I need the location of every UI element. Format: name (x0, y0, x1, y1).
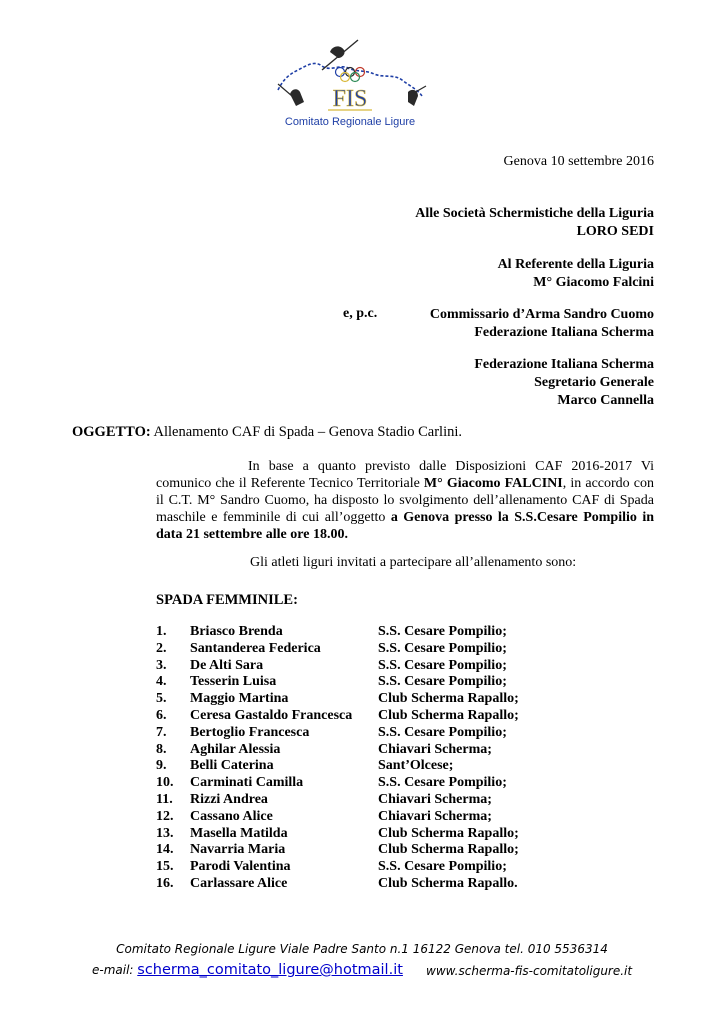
athlete-name: Maggio Martina (190, 691, 289, 707)
athlete-number: 12. (156, 808, 174, 824)
athlete-club: Club Scherma Rapallo. (378, 875, 518, 891)
list-item (156, 708, 519, 725)
footer-website[interactable]: www.scherma-fis-comitatoligure.it (426, 964, 633, 978)
athlete-name: Parodi Valentina (190, 859, 291, 875)
body-text-referente: M° Giacomo FALCINI (423, 476, 563, 491)
list-item (156, 792, 519, 809)
athlete-number: 10. (156, 775, 174, 791)
athlete-club: S.S. Cesare Pompilio; (378, 624, 507, 639)
recipient-referente (498, 256, 654, 292)
body-paragraph (156, 458, 654, 543)
athlete-number: 5. (156, 691, 167, 707)
subject-text: Allenamento CAF di Spada – Genova Stadio Carlini. (150, 424, 463, 440)
epc-label: e, p.c. (343, 306, 378, 321)
athlete-number: 14. (156, 842, 174, 858)
athlete-name: Carminati Camilla (190, 775, 304, 791)
athlete-number: 15. (156, 859, 174, 875)
athlete-club: Sant’Olcese; (378, 758, 454, 774)
recipient-line: Commissario d’Arma Sandro Cuomo (429, 307, 654, 322)
athlete-name: Briasco Brenda (190, 624, 283, 639)
list-item (156, 876, 519, 893)
body-text-a: In base a quanto previsto dalle Disposizioni CAF 2016-2017 Vi comunico che il Referente Tecnico Territoriale (156, 459, 654, 491)
body-text-c: , in accordo con il C.T. M° Sandro Cuomo, ha disposto lo svolgimento dell’allenamento CAF di Spada maschile e femminile di cui all’oggetto (156, 476, 654, 525)
athlete-club: Chiavari Scherma; (378, 741, 492, 757)
invite-line: Gli atleti liguri invitati a partecipare all’allenamento sono: (250, 555, 577, 570)
athlete-name: Navarria Maria (190, 842, 286, 858)
athlete-number: 16. (156, 875, 174, 891)
list-item (156, 674, 519, 691)
list-item (156, 859, 519, 876)
athlete-name: Bertoglio Francesca (190, 724, 310, 740)
footer-email-link[interactable]: scherma_comitato_ligure@hotmail.it (137, 962, 403, 978)
footer-email-label: e-mail: (92, 963, 138, 977)
athlete-name: Cassano Alice (190, 808, 273, 824)
athlete-name: De Alti Sara (190, 657, 264, 673)
athlete-name: Aghilar Alessia (190, 741, 281, 757)
athlete-club: Chiavari Scherma; (378, 808, 492, 824)
recipient-line: Al Referente della Liguria (497, 257, 654, 272)
athlete-club: S.S. Cesare Pompilio; (378, 859, 507, 875)
list-item (156, 658, 519, 675)
athlete-number: 3. (156, 657, 167, 673)
athlete-number: 13. (156, 825, 174, 841)
athlete-name: Belli Caterina (190, 758, 274, 774)
subject-line (72, 424, 462, 441)
recipient-line: Marco Cannella (557, 393, 654, 408)
athlete-club: S.S. Cesare Pompilio; (378, 724, 507, 740)
recipient-commissario (430, 306, 654, 342)
logo-subtitle: Comitato Regionale Ligure (284, 116, 416, 128)
athlete-number: 11. (156, 791, 173, 807)
athlete-number: 6. (156, 707, 167, 723)
athlete-name: Ceresa Gastaldo Francesca (190, 707, 353, 723)
fis-logo (270, 30, 430, 135)
athlete-number: 4. (156, 674, 167, 690)
recipient-line: Segretario Generale (534, 375, 654, 390)
athlete-name: Tesserin Luisa (190, 674, 277, 690)
body-text-location: a Genova presso la S.S.Cesare Pompilio in data 21 settembre alle ore 18.00. (156, 510, 654, 542)
recipient-line: LORO SEDI (576, 224, 654, 239)
athlete-list (156, 624, 519, 893)
recipient-societies (415, 205, 654, 241)
athlete-club: S.S. Cesare Pompilio; (378, 640, 507, 656)
athlete-club: S.S. Cesare Pompilio; (378, 657, 507, 673)
list-item (156, 775, 519, 792)
athlete-number: 7. (156, 724, 167, 740)
subject-label: OGGETTO: (72, 424, 151, 440)
list-item (156, 826, 519, 843)
letter-date: Genova 10 settembre 2016 (503, 154, 654, 169)
athlete-number: 1. (156, 624, 167, 639)
list-item (156, 725, 519, 742)
athlete-name: Masella Matilda (190, 825, 288, 841)
list-item (156, 691, 519, 708)
list-item (156, 842, 519, 859)
athlete-number: 8. (156, 741, 167, 757)
athlete-club: Club Scherma Rapallo; (378, 691, 519, 707)
athlete-club: S.S. Cesare Pompilio; (378, 775, 507, 791)
athlete-number: 9. (156, 758, 167, 774)
athlete-club: Club Scherma Rapallo; (378, 707, 519, 723)
athlete-name: Santanderea Federica (190, 640, 321, 656)
list-item (156, 624, 519, 641)
athlete-club: S.S. Cesare Pompilio; (378, 674, 507, 690)
athlete-club: Chiavari Scherma; (378, 791, 492, 807)
fis-logo-graphic (270, 30, 430, 135)
logo-fis-text: FIS (332, 86, 368, 112)
athlete-club: Club Scherma Rapallo; (378, 842, 519, 858)
list-item (156, 641, 519, 658)
footer-email (92, 962, 403, 978)
athlete-name: Rizzi Andrea (190, 791, 268, 807)
section-title: SPADA FEMMINILE: (156, 592, 298, 608)
athlete-name: Carlassare Alice (190, 875, 288, 891)
list-item (156, 742, 519, 759)
recipient-line: M° Giacomo Falcini (533, 275, 654, 290)
list-item (156, 809, 519, 826)
athlete-number: 2. (156, 640, 167, 656)
recipient-federazione (474, 356, 654, 410)
recipient-line: Federazione Italiana Scherma (474, 325, 654, 340)
athlete-club: Club Scherma Rapallo; (378, 825, 519, 841)
recipient-line: Federazione Italiana Scherma (474, 357, 654, 372)
footer-address: Comitato Regionale Ligure Viale Padre Santo n.1 16122 Genova tel. 010 5536314 (116, 942, 608, 956)
recipient-line: Alle Società Schermistiche della Liguria (415, 206, 654, 221)
list-item (156, 758, 519, 775)
